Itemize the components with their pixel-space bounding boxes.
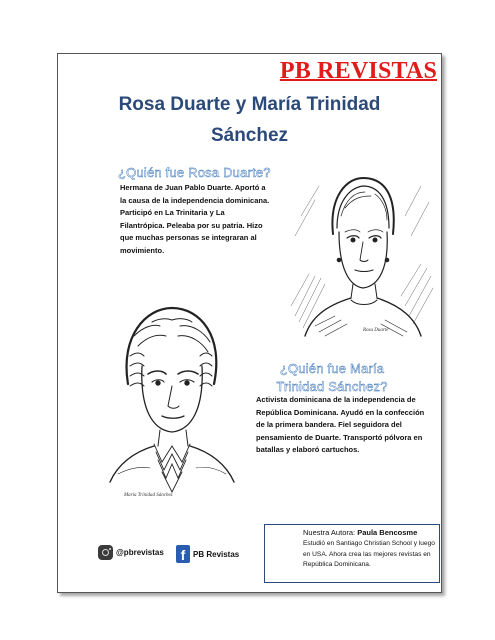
portrait-rosa-duarte: [285, 156, 437, 348]
instagram-icon: [98, 545, 113, 560]
bio-maria-trinidad-sanchez: Activista dominicana de la independencia de República Dominicana. Ayudó en la confección de la primera bandera. Fiel seguidora del pensamiento de Duarte. Transportó pólvora en batallas y elaboró cartuchos.: [256, 395, 425, 454]
author-heading: [303, 528, 417, 537]
instagram-handle[interactable]: [98, 545, 164, 560]
facebook-label: PB Revistas: [193, 549, 240, 559]
bio-rosa-duarte: Hermana de Juan Pablo Duarte. Aportó a la causa de la independencia dominicana. Participó en La Trinitaria y La Filantrópica. Peleaba por su patria. Hizo que muchas personas se integraran al movimiento.: [120, 183, 270, 255]
question-maria-trinidad-sanchez: ¿Quién fue María Trinidad Sánchez?: [276, 361, 388, 394]
author-box: [264, 524, 440, 583]
author-name: Paula Bencosme: [357, 528, 418, 537]
caption-rosa-duarte: Rosa Duarte: [363, 328, 389, 333]
author-label: Nuestra Autora:: [303, 528, 356, 537]
caption-maria-trinidad-sanchez: María Trinidad Sánchez: [124, 493, 173, 498]
portrait-maria-trinidad-sanchez: [100, 296, 243, 502]
facebook-page[interactable]: [176, 545, 239, 563]
page-frame: [57, 53, 442, 593]
page-title-line-2: Sánchez: [210, 125, 289, 146]
question-rosa-duarte: ¿Quién fue Rosa Duarte?: [118, 165, 271, 180]
author-bio: Estudió en Santiago Christian School y luego en USA. Ahora crea las mejores revistas en República Dominicana.: [303, 540, 435, 568]
instagram-label: @pbrevistas: [116, 548, 164, 557]
facebook-icon: f: [176, 545, 190, 563]
page-title-line-1: Rosa Duarte y María Trinidad: [118, 94, 381, 115]
brand-logo: PB REVISTAS: [279, 58, 437, 84]
